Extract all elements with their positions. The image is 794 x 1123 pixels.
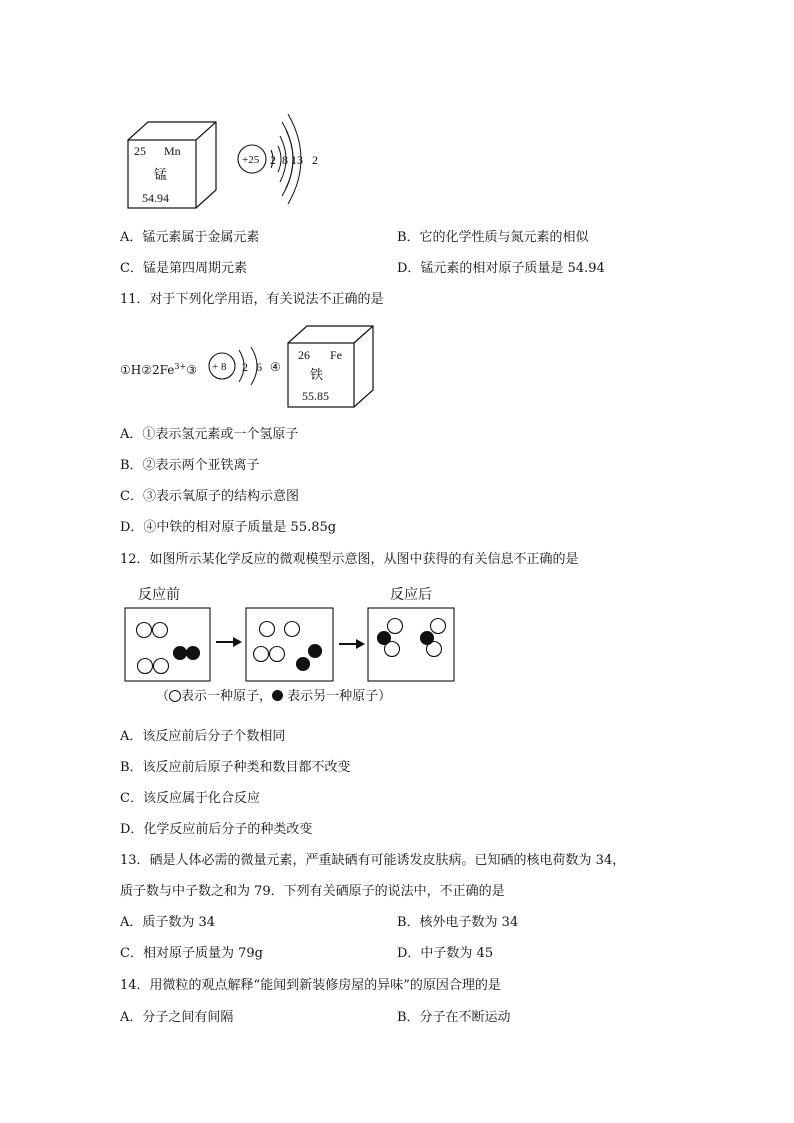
symbol-item-1: ①H [120,363,142,377]
q13-option-a: A．质子数为 34 [120,915,216,930]
atomic-number: 25 [134,144,146,158]
q13-option-b: B．核外电子数为 34 [397,915,519,930]
shell-2: 8 [282,153,288,167]
q13-option-d: D．中子数为 45 [397,946,494,961]
q13-option-c: C．相对原子质量为 79g [120,946,263,961]
q11-stem: 11．对于下列化学用语，有关说法不正确的是 [120,292,384,307]
symbol-item-4: ④ [270,360,281,374]
symbol-item-3: ③ [186,363,197,377]
q14-stem: 14．用微粒的观点解释“能闻到新装修房屋的异味”的原因合理的是 [120,978,501,993]
q10-option-b: B．它的化学性质与氮元素的相似 [397,230,589,245]
q13-stem-line-1: 13．硒是人体必需的微量元素，严重缺硒有可能诱发皮肤病。已知硒的核电荷数为 34， [120,853,626,868]
black-atom-icon [272,690,283,701]
q14-option-b: B．分子在不断运动 [397,1010,511,1025]
q12-option-c: C．该反应属于化合反应 [120,791,260,806]
q14-option-a: A．分子之间有间隔 [120,1010,234,1025]
arrow-2 [339,639,365,649]
q11-option-c: C．③表示氧原子的结构示意图 [120,489,299,504]
q10-option-c: C．锰是第四周期元素 [120,261,247,276]
q13-stem-line-2: 质子数与中子数之和为 79．下列有关硒原子的说法中，不正确的是 [120,884,505,899]
q12-stem: 12．如图所示某化学反应的微观模型示意图，从图中获得的有关信息不正确的是 [120,552,579,567]
nuclear-charge: +25 [242,154,260,166]
before-molecules [137,623,200,674]
nuclear-charge: + 8 [212,361,227,373]
shell-2: 6 [256,360,262,374]
q11-option-a: A．①表示氢元素或一个氢原子 [120,427,299,442]
q11-option-d: D．④中铁的相对原子质量是 55.85g [120,520,337,535]
fe-element-card [286,324,376,410]
element-symbol: Mn [164,144,181,158]
label-before-reaction: 反应前 [138,587,180,603]
element-name: 锰 [154,167,168,182]
arrow-1 [216,637,242,647]
q12-option-a: A．该反应前后分子个数相同 [120,729,286,744]
q10-option-a: A．锰元素属于金属元素 [120,230,260,245]
atomic-mass: 54.94 [142,191,169,205]
middle-atoms [254,622,322,671]
after-molecules [378,619,446,657]
oxygen-atom-structure [206,344,272,388]
q11-option-b: B．②表示两个亚铁离子 [120,458,260,473]
atomic-number: 26 [298,348,310,362]
element-symbol: Fe [330,348,342,362]
white-atom-icon [169,690,181,702]
fe-ion-charge: 3+ [174,362,187,371]
mn-element-card [126,120,220,212]
shell-4: 2 [312,153,318,167]
q10-option-d: D．锰元素的相对原子质量是 54.94 [397,261,605,276]
shell-1: 2 [270,153,276,167]
element-name: 铁 [310,367,324,382]
middle-box [246,608,333,681]
reaction-model-diagram [124,604,456,684]
symbol-item-2: ②2Fe [141,363,175,377]
q12-option-b: B．该反应前后原子种类和数目都不改变 [120,760,351,775]
q12-legend: （ 表示一种原子， 表示另一种原子） [156,689,392,704]
mn-atom-structure [234,108,334,212]
q12-option-d: D．化学反应前后分子的种类改变 [120,822,313,837]
q11-symbols-h-fe [120,359,197,378]
shell-3: 13 [291,153,303,167]
label-after-reaction: 反应后 [390,587,432,603]
atomic-mass: 55.85 [302,389,329,403]
shell-1: 2 [242,360,248,374]
